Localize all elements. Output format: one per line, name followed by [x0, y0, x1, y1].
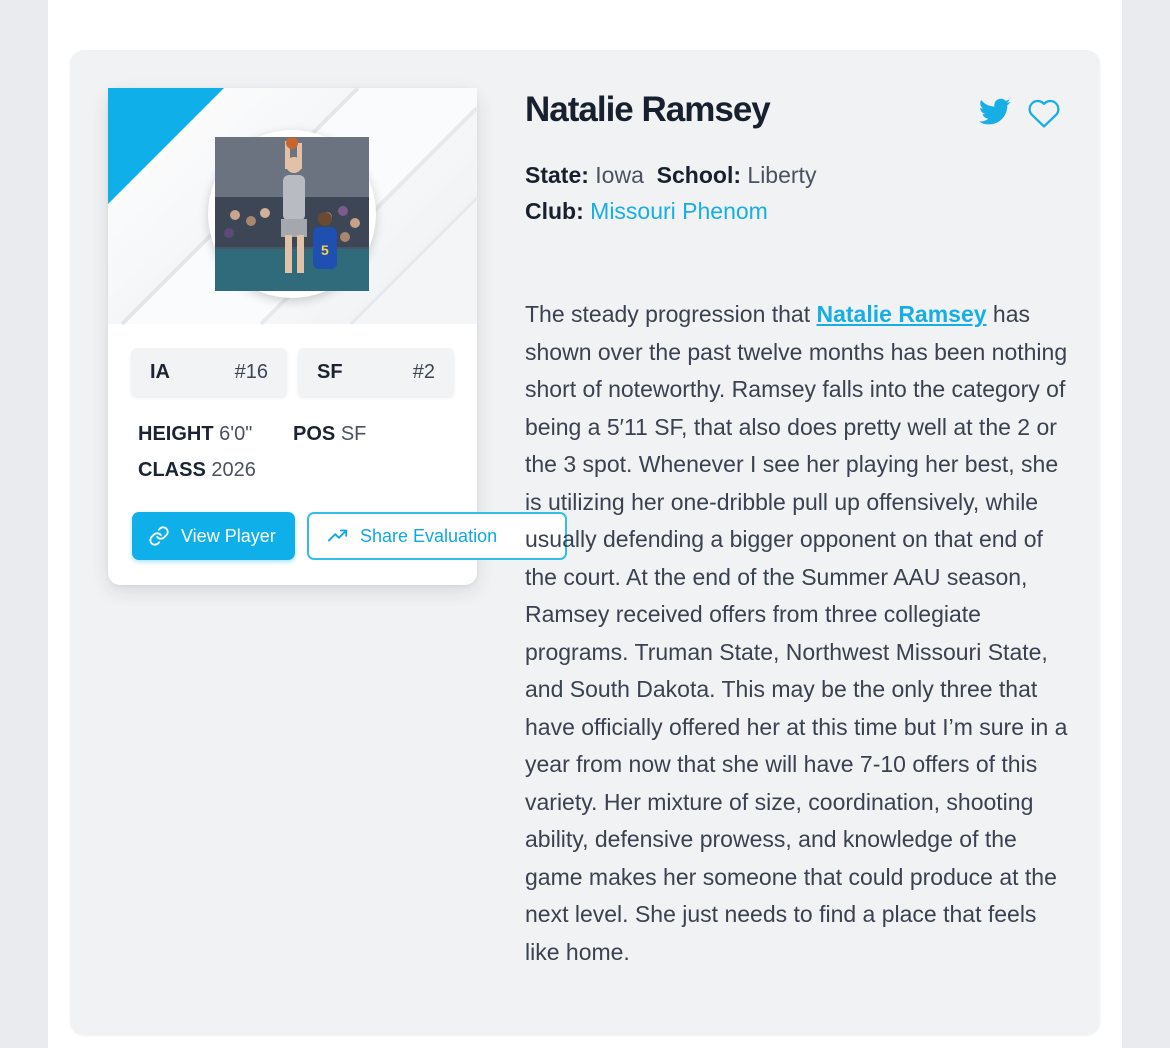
player-card-hero	[108, 88, 477, 324]
share-evaluation-label: Share Evaluation	[360, 525, 498, 546]
pos-value: SF	[340, 423, 367, 445]
page-sheet	[48, 0, 1122, 1048]
height-value: 6'0"	[219, 423, 253, 445]
player-name-link[interactable]: Natalie Ramsey	[816, 301, 987, 327]
view-player-button[interactable]	[132, 512, 295, 560]
player-photo	[215, 137, 369, 291]
avatar-ring	[208, 130, 376, 298]
class-attribute	[138, 459, 256, 482]
height-attribute	[138, 423, 252, 446]
club-link[interactable]: Missouri Phenom	[590, 198, 768, 224]
club-label: Club:	[525, 198, 584, 224]
trending-up-icon	[327, 525, 349, 547]
state-value: Iowa	[595, 162, 644, 188]
svg-text:5: 5	[321, 242, 329, 258]
rank-chips	[131, 348, 471, 398]
class-label: CLASS	[138, 459, 206, 481]
position-rank-label: SF	[317, 361, 343, 383]
favorite-button[interactable]	[1027, 97, 1061, 134]
link-icon	[148, 525, 170, 547]
twitter-icon	[979, 98, 1011, 126]
school-value: Liberty	[747, 162, 817, 188]
info-row-1	[525, 157, 816, 193]
player-info	[525, 157, 816, 229]
info-row-2	[525, 193, 816, 229]
pos-label: POS	[293, 423, 336, 445]
twitter-share-button[interactable]	[979, 98, 1011, 131]
bio-body: has shown over the past twelve months has been nothing short of noteworthy. Ramsey falls into the category of being a 5′11 SF, that also does pretty well at the 2 or the 3 spot. Whenever I see her playing her best, she is utilizing her one-dribble pull up offensively, while usually defending a bigger opponent on that end of the court. At the end of the Summer AAU season, Ramsey received offers from three collegiate programs. Truman State, Northwest Missouri State, and South Dakota. This may be the only three that have officially offered her at this time but I’m sure in a year from now that she will have 7-10 offers of this variety. Her mixture of size, coordination, shooting ability, defensive prowess, and knowledge of the game makes her someone that could produce at the next level. She just needs to find a place that feels like home.	[525, 301, 1068, 965]
evaluation-card	[70, 50, 1100, 1035]
evaluation-text	[525, 296, 1070, 971]
player-avatar[interactable]	[215, 137, 369, 291]
view-player-label: View Player	[181, 525, 276, 546]
state-rank-label: IA	[150, 361, 170, 383]
position-rank-chip	[298, 348, 454, 396]
pos-attribute	[293, 423, 366, 446]
heart-icon	[1027, 97, 1061, 129]
state-rank-chip	[131, 348, 287, 396]
player-name: Natalie Ramsey	[525, 90, 770, 129]
height-label: HEIGHT	[138, 423, 214, 445]
state-label: State:	[525, 162, 589, 188]
position-rank-value: #2	[412, 361, 435, 383]
bio-intro: The steady progression that	[525, 301, 811, 327]
state-rank-value: #16	[234, 361, 268, 383]
player-card	[108, 88, 498, 585]
school-label: School:	[656, 162, 742, 188]
class-value: 2026	[211, 459, 256, 481]
